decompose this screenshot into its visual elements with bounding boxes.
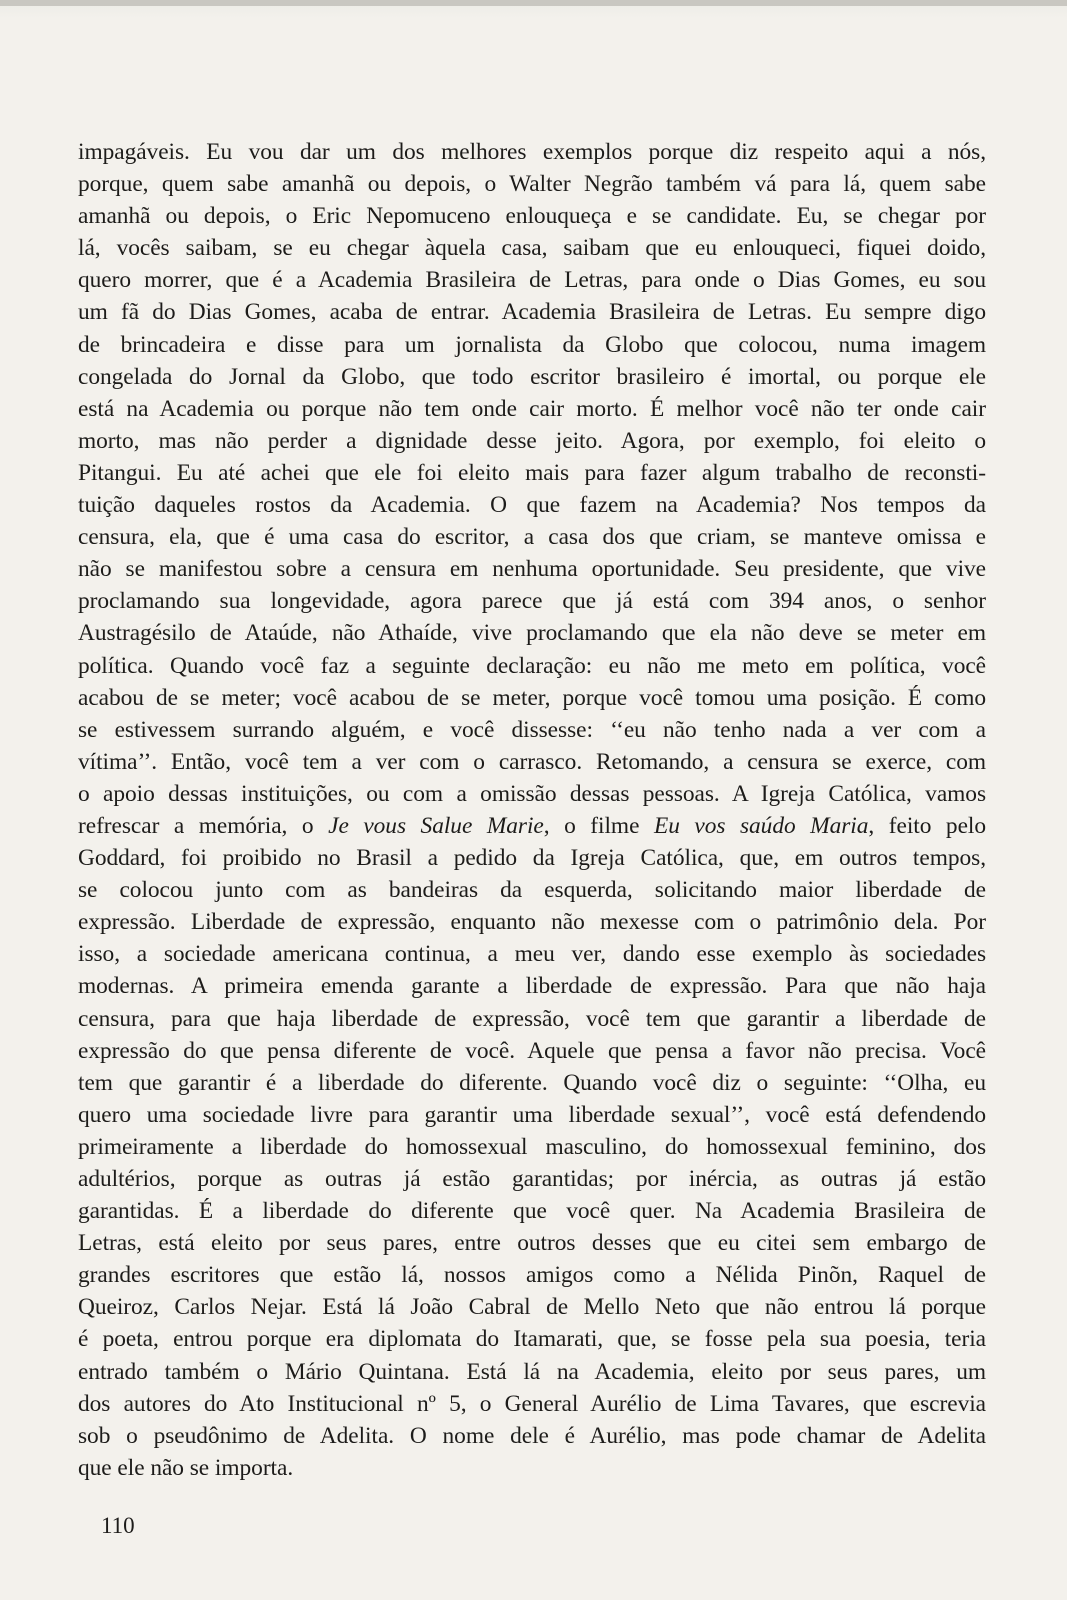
text-line: que ele não se importa. [78,1454,294,1481]
text-line: expressão do que pensa diferente de você. Aquele que pensa a favor não precisa. Você [78,1037,986,1064]
text-line: Queiroz, Carlos Nejar. Está lá João Cabral de Mello Neto que não entrou lá porque [78,1294,986,1321]
text-line: censura, para que haja liberdade de expressão, você tem que garantir a liberdade de [78,1005,986,1032]
text-line: vítima’’. Então, você tem a ver com o carrasco. Retomando, a censura se exerce, com [78,748,986,775]
text-line: lá, vocês saibam, se eu chegar àquela casa, saibam que eu enlouqueci, fiquei doido, [78,235,986,262]
text-line: amanhã ou depois, o Eric Nepomuceno enlouqueça e se candidate. Eu, se chegar por [78,203,986,230]
text-line: Letras, está eleito por seus pares, entre outros desses que eu citei sem embargo de [78,1230,986,1257]
text-line: tem que garantir é a liberdade do diferente. Quando você diz o seguinte: ‘‘Olha, eu [78,1069,986,1096]
text-fragment: refrescar a memória, o [78,812,329,839]
text-line: adultérios, porque as outras já estão garantidas; por inércia, as outras já estão [78,1166,986,1192]
text-line: primeiramente a liberdade do homossexual masculino, do homossexual feminino, dos [78,1133,986,1160]
text-line: é poeta, entrou porque era diplomata do Itamarati, que, se fosse pela sua poesia, teria [78,1326,986,1353]
text-line: isso, a sociedade americana continua, a meu ver, dando esse exemplo às sociedades [78,941,986,968]
text-line: se colocou junto com as bandeiras da esquerda, solicitando maior liberdade de [78,877,986,904]
text-line: modernas. A primeira emenda garante a liberdade de expressão. Para que não haja [78,973,986,1000]
text-line: garantidas. É a liberdade do diferente que você quer. Na Academia Brasileira de [78,1198,986,1225]
text-line: entrado também o Mário Quintana. Está lá na Academia, eleito por seus pares, um [78,1358,986,1385]
text-line: quero uma sociedade livre para garantir uma liberdade sexual’’, você está defendendo [78,1101,986,1128]
page-top-edge [0,0,1067,6]
text-line: quero morrer, que é a Academia Brasileira de Letras, para onde o Dias Gomes, eu sou [78,267,986,294]
text-line: sob o pseudônimo de Adelita. O nome dele é Aurélio, mas pode chamar de Adelita [78,1422,986,1449]
body-text [78,136,986,1484]
text-fragment: , o filme [543,812,654,839]
text-line: morto, mas não perder a dignidade desse jeito. Agora, por exemplo, foi eleito o [78,427,986,454]
text-line: censura, ela, que é uma casa do escritor, a casa dos que criam, se manteve omissa e [78,524,986,551]
text-fragment: , feito pelo [868,812,986,839]
text-line: um fã do Dias Gomes, acaba de entrar. Academia Brasileira de Letras. Eu sempre digo [78,299,986,326]
text-line: dos autores do Ato Institucional nº 5, o General Aurélio de Lima Tavares, que escrevia [78,1390,986,1417]
text-line: Austragésilo de Ataúde, não Athaíde, vive proclamando que ela não deve se meter em [78,620,986,647]
text-line: impagáveis. Eu vou dar um dos melhores exemplos porque diz respeito aqui a nós, [78,139,986,165]
text-line: está na Academia ou porque não tem onde cair morto. É melhor você não ter onde cair [78,395,986,422]
text-line: proclamando sua longevidade, agora parece que já está com 394 anos, o senhor [78,588,986,615]
text-line: de brincadeira e disse para um jornalista da Globo que colocou, numa imagem [78,331,986,358]
text-line: congelada do Jornal da Globo, que todo escritor brasileiro é imortal, ou porque ele [78,363,986,390]
text-line: não se manifestou sobre a censura em nenhuma oportunidade. Seu presidente, que vive [78,556,986,583]
text-line: se estivessem surrando alguém, e você dissesse: ‘‘eu não tenho nada a ver com a [78,716,986,743]
page-number: 110 [101,1513,135,1538]
text-line: tuição daqueles rostos da Academia. O que fazem na Academia? Nos tempos da [78,492,986,519]
text-line: porque, quem sabe amanhã ou depois, o Walter Negrão também vá para lá, quem sabe [78,171,986,198]
text-line: Goddard, foi proibido no Brasil a pedido da Igreja Católica, que, em outros tempos, [78,845,986,872]
text-line: o apoio dessas instituições, ou com a omissão dessas pessoas. A Igreja Católica, vamos [78,780,986,807]
text-line: expressão. Liberdade de expressão, enquanto não mexesse com o patrimônio dela. Por [78,909,986,936]
text-line: grandes escritores que estão lá, nossos amigos como a Nélida Pinõn, Raquel de [78,1262,986,1289]
film-title-portuguese: Eu vos saúdo Maria [653,812,869,839]
text-line: acabou de se meter; você acabou de se meter, porque você tomou uma posição. É como [78,684,986,711]
text-line-with-italics [78,810,986,842]
text-line: política. Quando você faz a seguinte declaração: eu não me meto em política, você [78,652,986,679]
text-line: Pitangui. Eu até achei que ele foi eleito mais para fazer algum trabalho de reconsti- [78,459,986,486]
film-title-french: Je vous Salue Marie [328,812,544,839]
